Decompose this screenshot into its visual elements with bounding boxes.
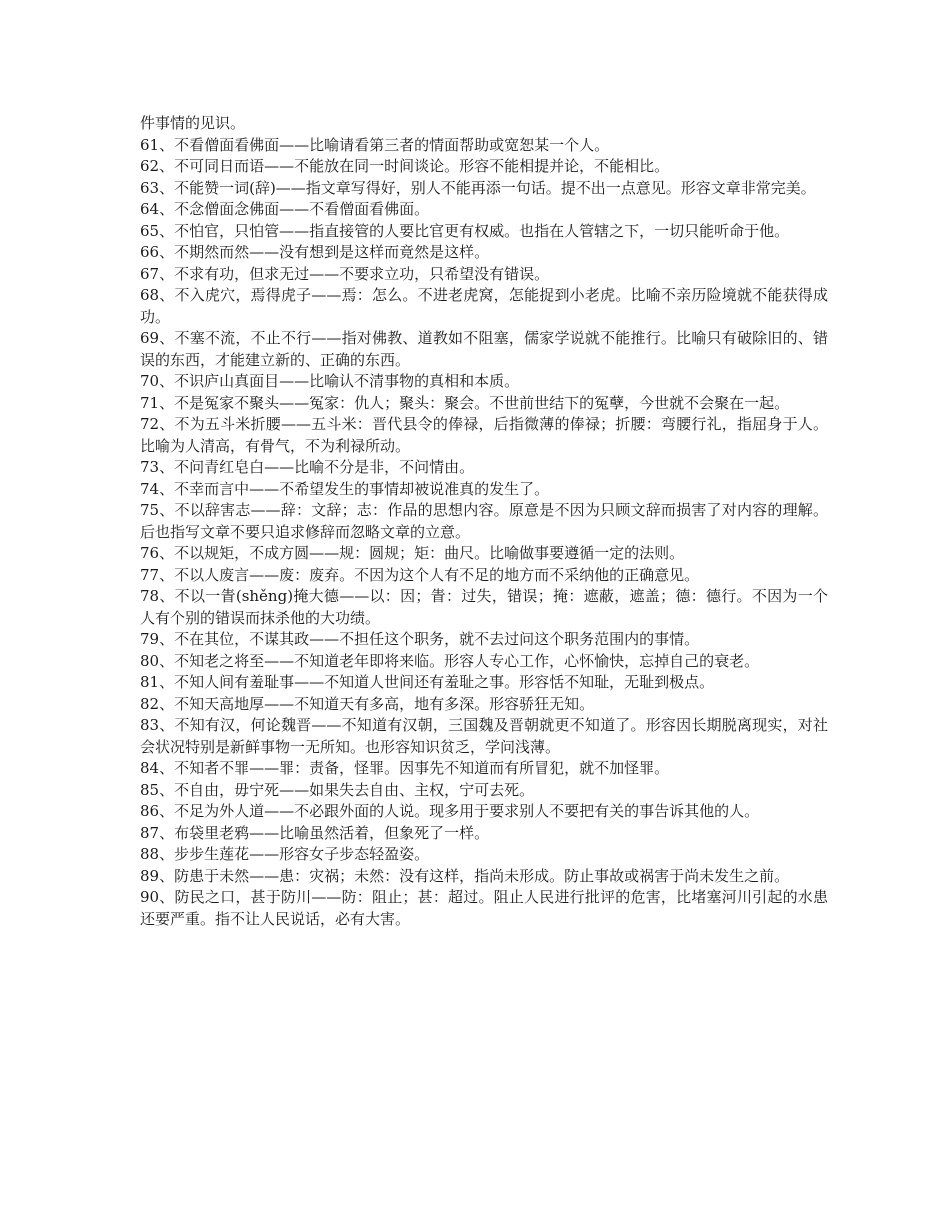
- idiom-entry-85: 85、不自由，毋宁死——如果失去自由、主权，宁可去死。: [140, 780, 535, 799]
- idiom-entry-81: 81、不知人间有羞耻事——不知道人世间还有羞耻之事。形容恬不知耻，无耻到极点。: [140, 673, 715, 691]
- idiom-entry-62: 62、不可同日而语——不能放在同一时间谈论。形容不能相提并论，不能相比。: [140, 157, 670, 175]
- idiom-entry-63: 63、不能赞一词(辞)——指文章写得好，别人不能再添一句话。提不出一点意见。形容文章非常完美。: [140, 178, 816, 197]
- idiom-entry-86: 86、不足为外人道——不必跟外面的人说。现多用于要求别人不要把有关的事告诉其他的人。: [140, 802, 760, 820]
- idiom-entry-69: 69、不塞不流，不止不行——指对佛教、道教如不阻塞，儒家学说就不能推行。比喻只有破除旧的、错误的东西，才能建立新的、正确的东西。: [140, 329, 828, 369]
- idiom-entry-83: 83、不知有汉，何论魏晋——不知道有汉朝，三国魏及晋朝就更不知道了。形容因长期脱离现实，对社会状况特别是新鲜事物一无所知。也形容知识贫乏，学问浅薄。: [140, 716, 828, 756]
- idiom-entry-87: 87、布袋里老鸦——比喻虽然活着，但象死了一样。: [140, 823, 490, 842]
- idiom-entry-61: 61、不看僧面看佛面——比喻请看第三者的情面帮助或宽恕某一个人。: [140, 135, 610, 154]
- idiom-entry-79: 79、不在其位，不谋其政——不担任这个职务，就不去过问这个职务范围内的事情。: [140, 630, 700, 648]
- idiom-entry-77: 77、不以人废言——废：废弃。不因为这个人有不足的地方而不采纳他的正确意见。: [140, 565, 700, 584]
- idiom-entry-64: 64、不念僧面念佛面——不看僧面看佛面。: [140, 200, 430, 218]
- idiom-entry-82: 82、不知天高地厚——不知道天有多高，地有多深。形容骄狂无知。: [140, 694, 595, 713]
- idiom-entry-72: 72、不为五斗米折腰——五斗米：晋代县令的俸禄，后指微薄的俸禄；折腰：弯腰行礼，指屈身于人。比喻为人清高，有骨气，不为利禄所动。: [140, 415, 828, 455]
- paragraph: 件事情的见识。: [140, 114, 246, 132]
- idiom-entry-70: 70、不识庐山真面目——比喻认不清事物的真相和本质。: [140, 372, 520, 390]
- idiom-entry-73: 73、不问青红皂白——比喻不分是非，不问情由。: [140, 458, 475, 476]
- idiom-entry-67: 67、不求有功，但求无过——不要求立功，只希望没有错误。: [140, 264, 550, 283]
- idiom-entry-75: 75、不以辞害志——辞：文辞；志：作品的思想内容。原意是不因为只顾文辞而损害了对内容的理解。后也指写文章不要只追求修辞而忽略文章的立意。: [140, 501, 828, 541]
- idiom-entry-89: 89、防患于未然——患：灾祸；未然：没有这样，指尚未形成。防止事故或祸害于尚未发生之前。: [140, 866, 790, 885]
- idiom-entry-74: 74、不幸而言中——不希望发生的事情却被说准真的发生了。: [140, 479, 550, 498]
- idiom-entry-68: 68、不入虎穴，焉得虎子——焉：怎么。不进老虎窝，怎能捉到小老虎。比喻不亲历险境就不能获得成功。: [140, 286, 828, 326]
- idiom-entry-65: 65、不怕官，只怕管——指直接管的人要比官更有权威。也指在人管辖之下，一切只能听命于他。: [140, 221, 790, 240]
- idiom-entry-84: 84、不知者不罪——罪：责备，怪罪。因事先不知道而有所冒犯，就不加怪罪。: [140, 759, 670, 777]
- idiom-entry-80: 80、不知老之将至——不知道老年即将来临。形容人专心工作，心怀愉快，忘掉自己的衰老。: [140, 651, 760, 670]
- document-body: [140, 113, 828, 930]
- idiom-entry-76: 76、不以规矩，不成方圆——规：圆规；矩：曲尺。比喻做事要遵循一定的法则。: [140, 544, 685, 562]
- idiom-entry-90: 90、防民之口，甚于防川——防：阻止；甚：超过。阻止人民进行批评的危害，比堵塞河川引起的水患还要严重。指不让人民说话，必有大害。: [140, 888, 828, 928]
- idiom-entry-78: 78、不以一眚(shěng)掩大德——以：因；眚：过失，错误；掩：遮蔽，遮盖；德：德行。不因为一个人有个别的错误而抹杀他的大功绩。: [140, 587, 828, 627]
- idiom-entry-66: 66、不期然而然——没有想到是这样而竟然是这样。: [140, 243, 490, 261]
- idiom-entry-71: 71、不是冤家不聚头——冤家：仇人；聚头：聚会。不世前世结下的冤孽，今世就不会聚在一起。: [140, 393, 790, 412]
- idiom-entry-88: 88、步步生莲花——形容女子步态轻盈姿。: [140, 845, 430, 863]
